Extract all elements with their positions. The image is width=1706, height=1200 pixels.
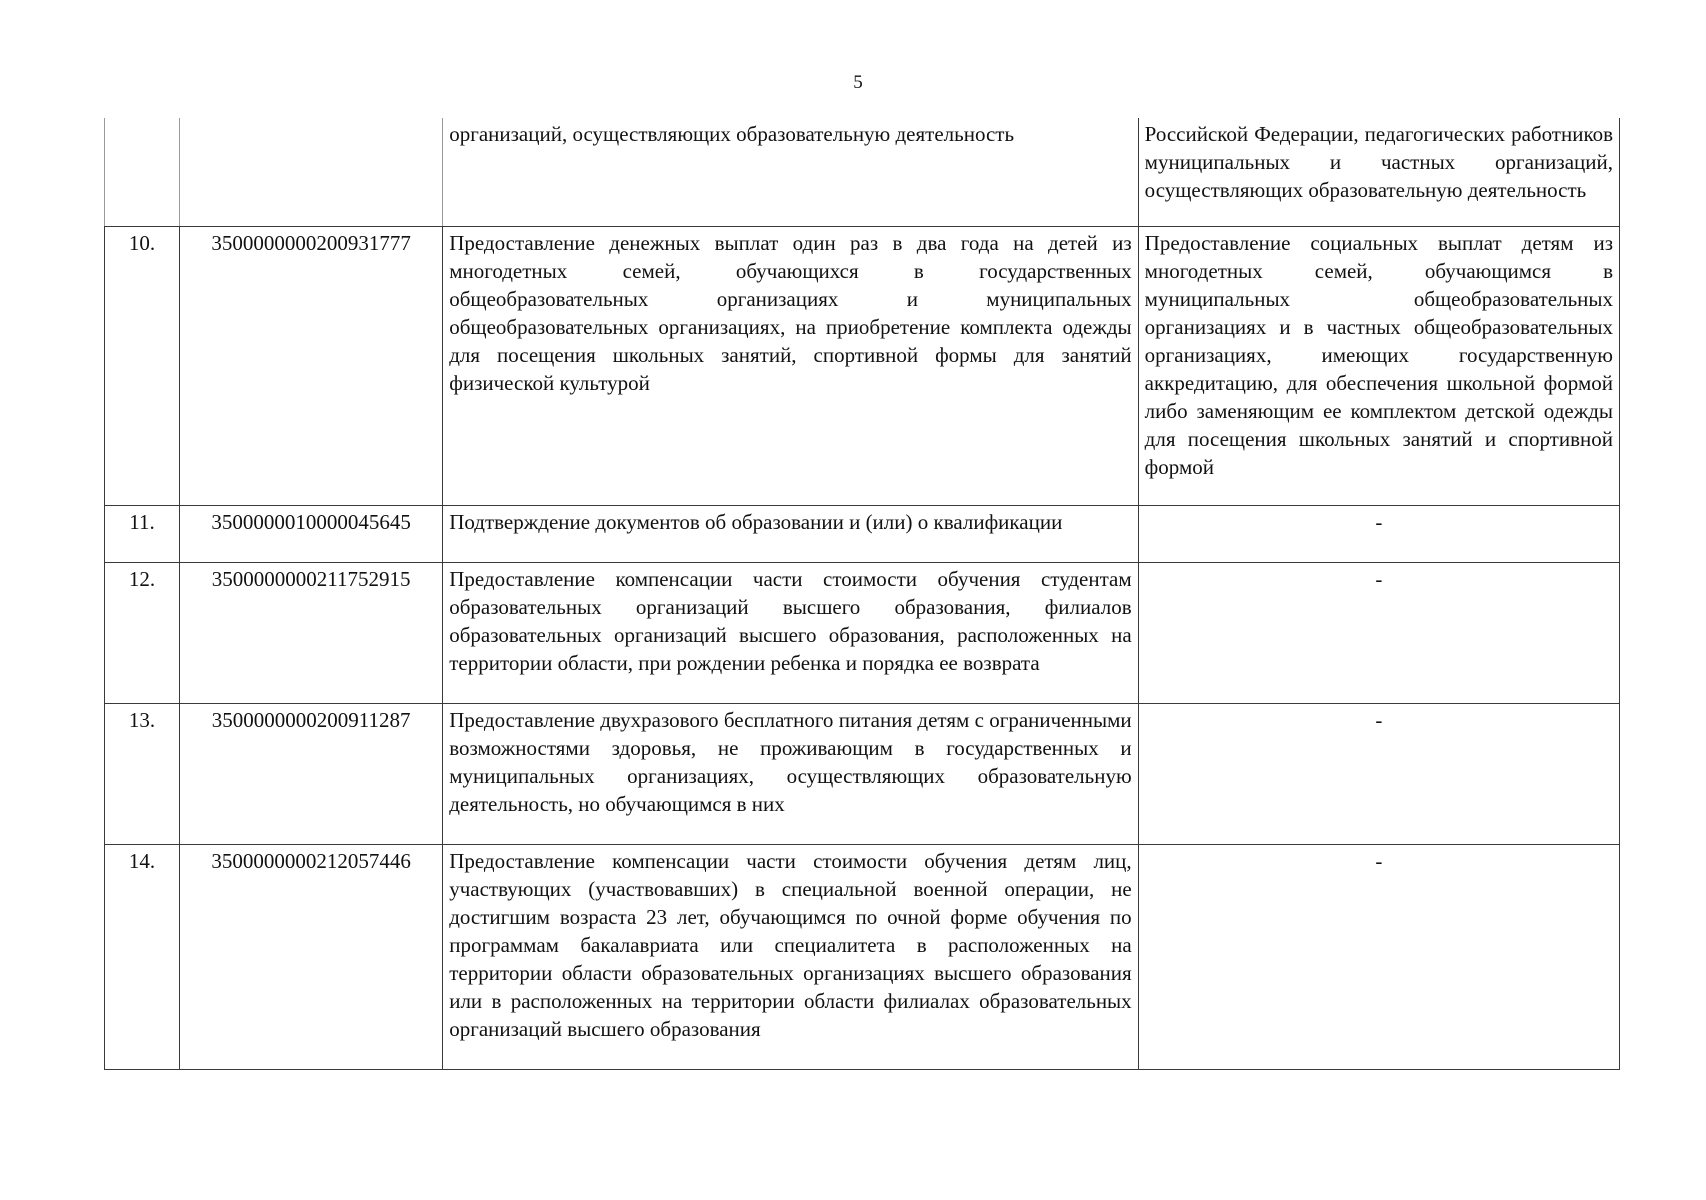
service-id: 3500000000211752915 — [180, 563, 443, 704]
row-number-cell — [105, 118, 180, 227]
row-number: 12. — [105, 563, 180, 704]
services-table — [104, 118, 1620, 1070]
alternative-service: - — [1138, 563, 1619, 704]
table-row-continuation — [105, 118, 1620, 227]
service-description: Предоставление двухразового бесплатного питания детям с ограниченными возможностями здоровья, не проживающим в государственных и муниципальных организациях, осуществляющих образовательную деятельность, но обучающимся в них — [443, 704, 1138, 845]
row-number: 10. — [105, 227, 180, 506]
service-id: 3500000000200911287 — [180, 704, 443, 845]
alternative-service: Предоставление социальных выплат детям из многодетных семей, обучающимся в муниципальных общеобразовательных организациях и в частных общеобразовательных организациях, имеющих государственную аккредитацию, для обеспечения школьной формой либо заменяющим ее комплектом детской одежды для посещения школьных занятий и спортивной формой — [1138, 227, 1619, 506]
service-id: 3500000000212057446 — [180, 845, 443, 1070]
table-row — [105, 845, 1620, 1070]
row-number: 13. — [105, 704, 180, 845]
service-id: 3500000010000045645 — [180, 506, 443, 563]
service-description: Предоставление денежных выплат один раз в два года на детей из многодетных семей, обучающихся в государственных общеобразовательных организациях и муниципальных общеобразовательных организациях, на приобретение комплекта одежды для посещения школьных занятий, спортивной формы для занятий физической культурой — [443, 227, 1138, 506]
table-row — [105, 704, 1620, 845]
page-number: 5 — [853, 72, 863, 93]
table-row — [105, 563, 1620, 704]
service-description-cell: организаций, осуществляющих образовательную деятельность — [443, 118, 1138, 227]
service-id: 3500000000200931777 — [180, 227, 443, 506]
alternative-service: - — [1138, 506, 1619, 563]
service-description: Предоставление компенсации части стоимости обучения студентам образовательных организаций высшего образования, филиалов образовательных организаций высшего образования, расположенных на территории области, при рождении ребенка и порядка ее возврата — [443, 563, 1138, 704]
service-description: Предоставление компенсации части стоимости обучения детям лиц, участвующих (участвовавших) в специальной военной операции, не достигшим возраста 23 лет, обучающимся по очной форме обучения по программам бакалавриата или специалитета в расположенных на территории области образовательных организациях высшего образования или в расположенных на территории области филиалах образовательных организаций высшего образования — [443, 845, 1138, 1070]
alternative-service: - — [1138, 704, 1619, 845]
table-row — [105, 506, 1620, 563]
alternative-service: - — [1138, 845, 1619, 1070]
row-number: 14. — [105, 845, 180, 1070]
alternative-service-cell: Российской Федерации, педагогических работников муниципальных и частных организаций, осуществляющих образовательную деятельность — [1138, 118, 1619, 227]
row-number: 11. — [105, 506, 180, 563]
service-description: Подтверждение документов об образовании и (или) о квалификации — [443, 506, 1138, 563]
service-id-cell — [180, 118, 443, 227]
table-row — [105, 227, 1620, 506]
